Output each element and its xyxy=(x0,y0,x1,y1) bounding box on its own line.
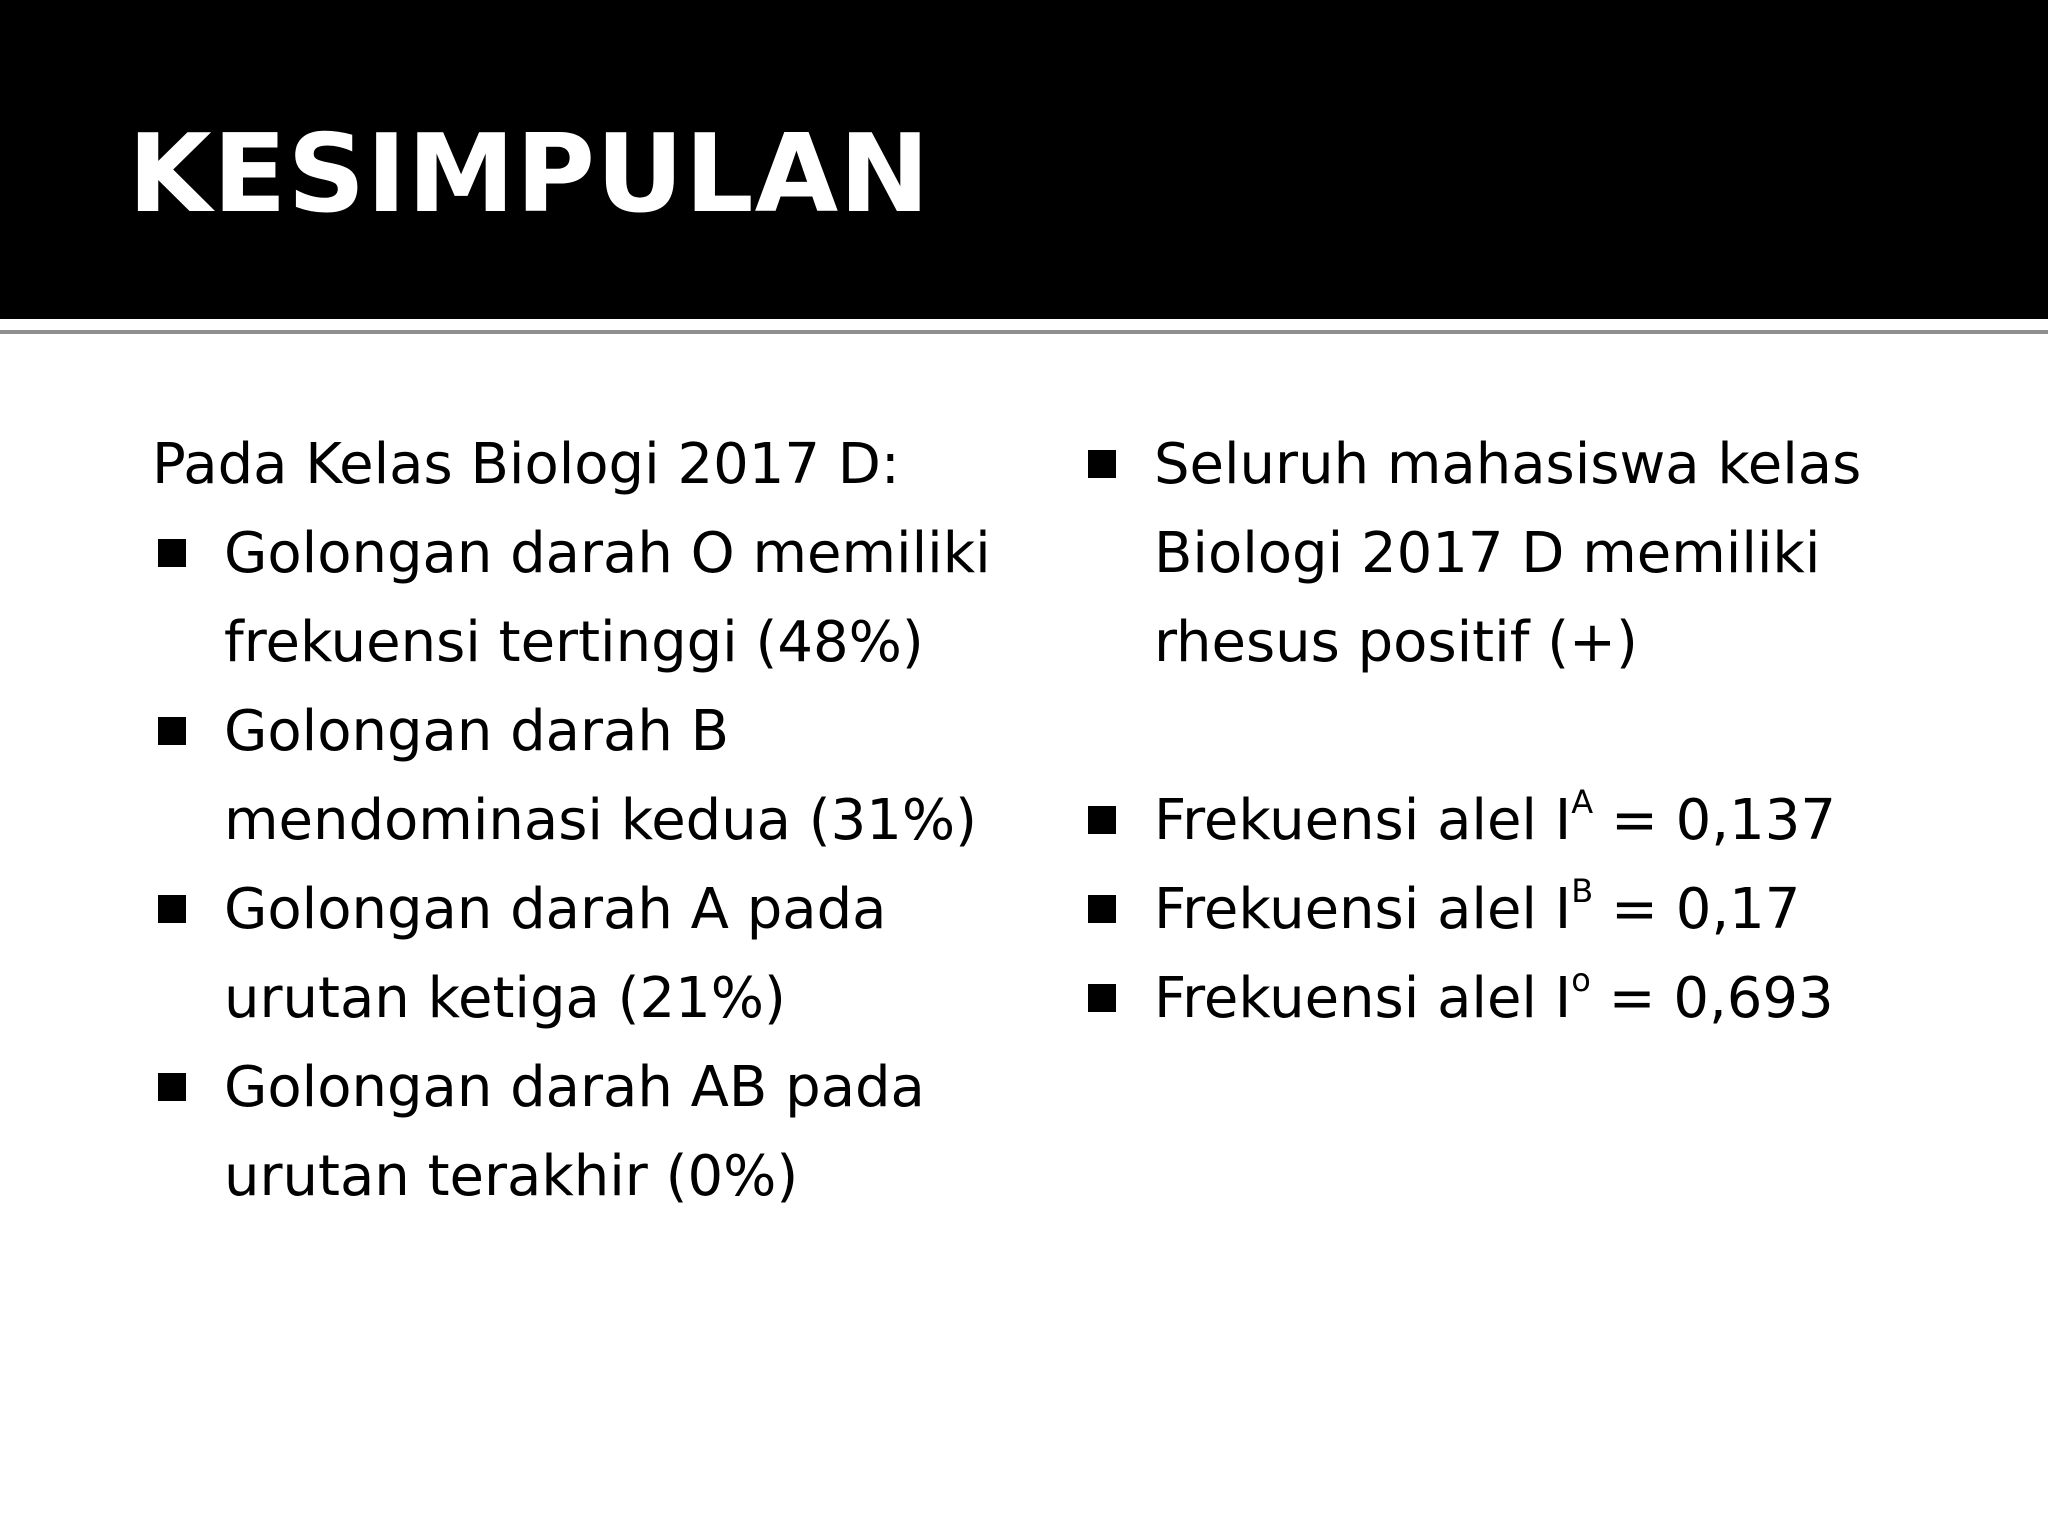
rhesus-list xyxy=(1082,420,1982,687)
list-item xyxy=(152,509,1012,687)
allele-value: = 0,17 xyxy=(1593,877,1801,942)
slide-title: KESIMPULAN xyxy=(128,112,931,237)
allele-superscript: B xyxy=(1571,872,1594,910)
list-item xyxy=(152,687,1012,865)
list-item xyxy=(1082,420,1982,687)
square-bullet-icon xyxy=(158,717,186,745)
list-item-text: Golongan darah B mendominasi kedua (31%) xyxy=(224,699,977,853)
allele-superscript: o xyxy=(1571,961,1591,999)
list-item-text: Golongan darah A pada urutan ketiga (21%) xyxy=(224,877,887,1031)
allele-superscript: A xyxy=(1571,783,1594,821)
list-item xyxy=(152,1043,1012,1221)
square-bullet-icon xyxy=(1088,450,1116,478)
rhesus-text: Seluruh mahasiswa kelas Biologi 2017 D memiliki rhesus positif (+) xyxy=(1154,432,1862,675)
allele-label: Frekuensi alel I xyxy=(1154,966,1572,1031)
square-bullet-icon xyxy=(1088,895,1116,923)
allele-value: = 0,693 xyxy=(1590,966,1834,1031)
list-item-text: Golongan darah O memiliki frekuensi tertinggi (48%) xyxy=(224,521,991,675)
square-bullet-icon xyxy=(158,895,186,923)
right-column xyxy=(1082,420,1982,1043)
square-bullet-icon xyxy=(1088,806,1116,834)
allele-label: Frekuensi alel I xyxy=(1154,877,1572,942)
allele-value: = 0,137 xyxy=(1593,788,1836,853)
allele-frequency-item xyxy=(1082,865,1982,954)
spacer xyxy=(1082,687,1982,776)
blood-type-list xyxy=(152,509,1012,1221)
allele-frequency-item xyxy=(1082,954,1982,1043)
allele-frequency-item xyxy=(1082,776,1982,865)
square-bullet-icon xyxy=(1088,984,1116,1012)
left-column xyxy=(152,420,1012,1221)
list-item xyxy=(152,865,1012,1043)
square-bullet-icon xyxy=(158,1073,186,1101)
square-bullet-icon xyxy=(158,539,186,567)
intro-text: Pada Kelas Biologi 2017 D: xyxy=(152,432,900,497)
allele-label: Frekuensi alel I xyxy=(1154,788,1572,853)
title-divider xyxy=(0,330,2048,334)
list-item-text: Golongan darah AB pada urutan terakhir (0%) xyxy=(224,1055,925,1209)
allele-frequency-list xyxy=(1082,776,1982,1043)
title-bar xyxy=(0,0,2048,319)
